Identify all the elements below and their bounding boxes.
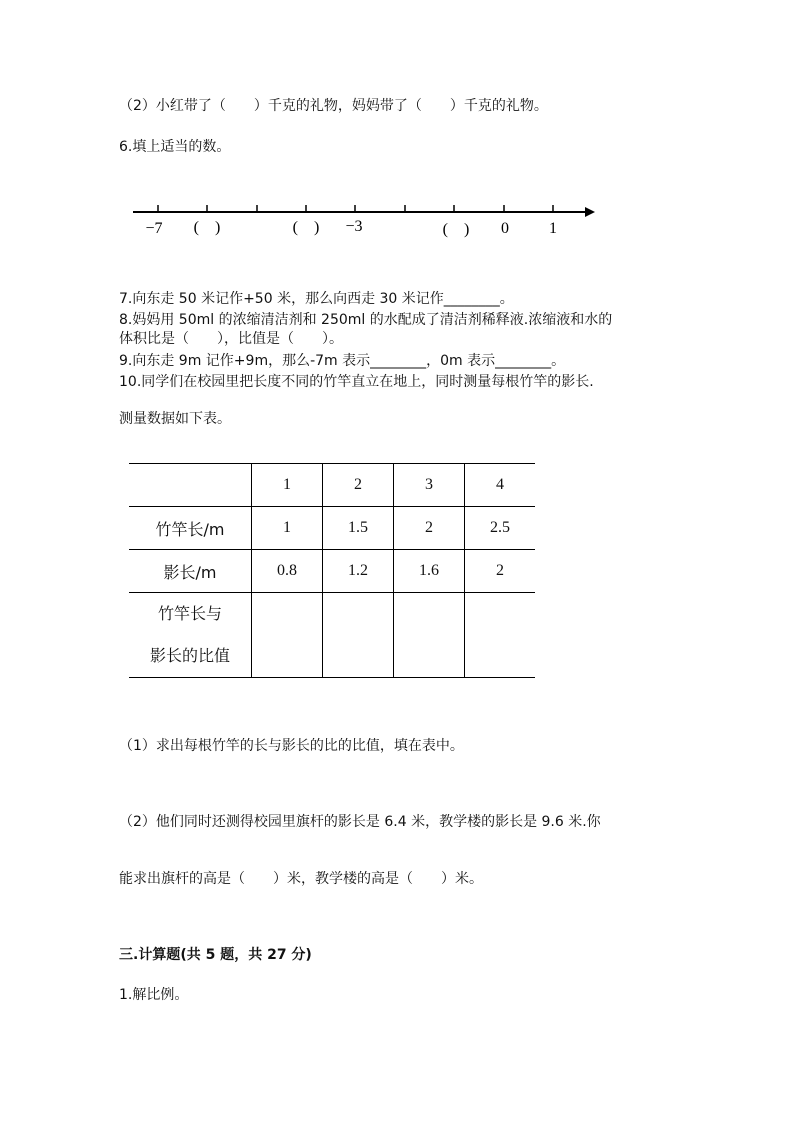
question-10-part-1: （1）求出每根竹竿的长与影长的比的比值，填在表中。 [119, 738, 464, 754]
table-cell: 1.6 [394, 550, 465, 593]
blank-label-1: ( ) [193, 219, 221, 236]
table-header-row [129, 464, 535, 507]
question-8-line-1: 8.妈妈用 50ml 的浓缩清洁剂和 250ml 的水配成了清洁剂稀释液.浓缩液和水的 [119, 312, 613, 328]
blank-label-3: ( ) [442, 221, 470, 238]
row-label-pole-length: 竹竿长/m [129, 507, 252, 550]
table-cell: 1.2 [323, 550, 394, 593]
question-10-line-1: 10.同学们在校园里把长度不同的竹竿直立在地上，同时测量每根竹竿的影长. [119, 374, 594, 390]
section-3-title: 三.计算题(共 5 题，共 27 分) [119, 947, 312, 963]
table-row [129, 550, 535, 593]
table-cell: 0.8 [252, 550, 323, 593]
calc-question-1: 1.解比例。 [119, 987, 189, 1003]
table-corner-cell [129, 464, 252, 507]
tick-label-1: 1 [549, 220, 557, 237]
table-header-cell: 3 [394, 464, 465, 507]
table-header-cell: 4 [465, 464, 536, 507]
tick-label-neg3: −3 [345, 218, 363, 235]
table-header-cell: 1 [252, 464, 323, 507]
question-10-line-2: 测量数据如下表。 [119, 411, 231, 427]
question-10-part-2-line-1: （2）他们同时还测得校园里旗杆的影长是 6.4 米，教学楼的影长是 9.6 米.你 [119, 814, 601, 830]
table-cell: 1.5 [323, 507, 394, 550]
tick-label-0: 0 [501, 220, 509, 237]
answer-cell[interactable] [252, 593, 323, 678]
number-line-arrow [585, 207, 595, 217]
table-cell: 2.5 [465, 507, 536, 550]
row-label-shadow-length: 影长/m [129, 550, 252, 593]
row-label-ratio [129, 593, 252, 678]
question-8-line-2: 体积比是（ ），比值是（ ）。 [119, 331, 343, 347]
answer-cell[interactable] [465, 593, 536, 678]
blank-label-2: ( ) [292, 219, 320, 236]
row-label-ratio-line-2: 影长的比值 [149, 646, 230, 665]
table-header-cell: 2 [323, 464, 394, 507]
tick-label-neg7: −7 [145, 220, 163, 237]
table-cell: 1 [252, 507, 323, 550]
number-line [0, 0, 794, 260]
table-row [129, 593, 535, 678]
question-10-part-2-line-2: 能求出旗杆的高是（ ）米，教学楼的高是（ ）米。 [119, 871, 483, 887]
question-5-part-2: （2）小红带了（ ）千克的礼物，妈妈带了（ ）千克的礼物。 [119, 98, 548, 114]
answer-cell[interactable] [394, 593, 465, 678]
table-cell: 2 [394, 507, 465, 550]
answer-cell[interactable] [323, 593, 394, 678]
measurement-table [129, 463, 535, 678]
question-9: 9.向东走 9m 记作+9m，那么-7m 表示________，0m 表示________。 [119, 353, 566, 369]
row-label-ratio-line-1: 竹竿长与 [157, 604, 222, 623]
question-6-title: 6.填上适当的数。 [119, 139, 231, 155]
table-row [129, 507, 535, 550]
question-7: 7.向东走 50 米记作+50 米，那么向西走 30 米记作________。 [119, 291, 514, 307]
table-cell: 2 [465, 550, 536, 593]
